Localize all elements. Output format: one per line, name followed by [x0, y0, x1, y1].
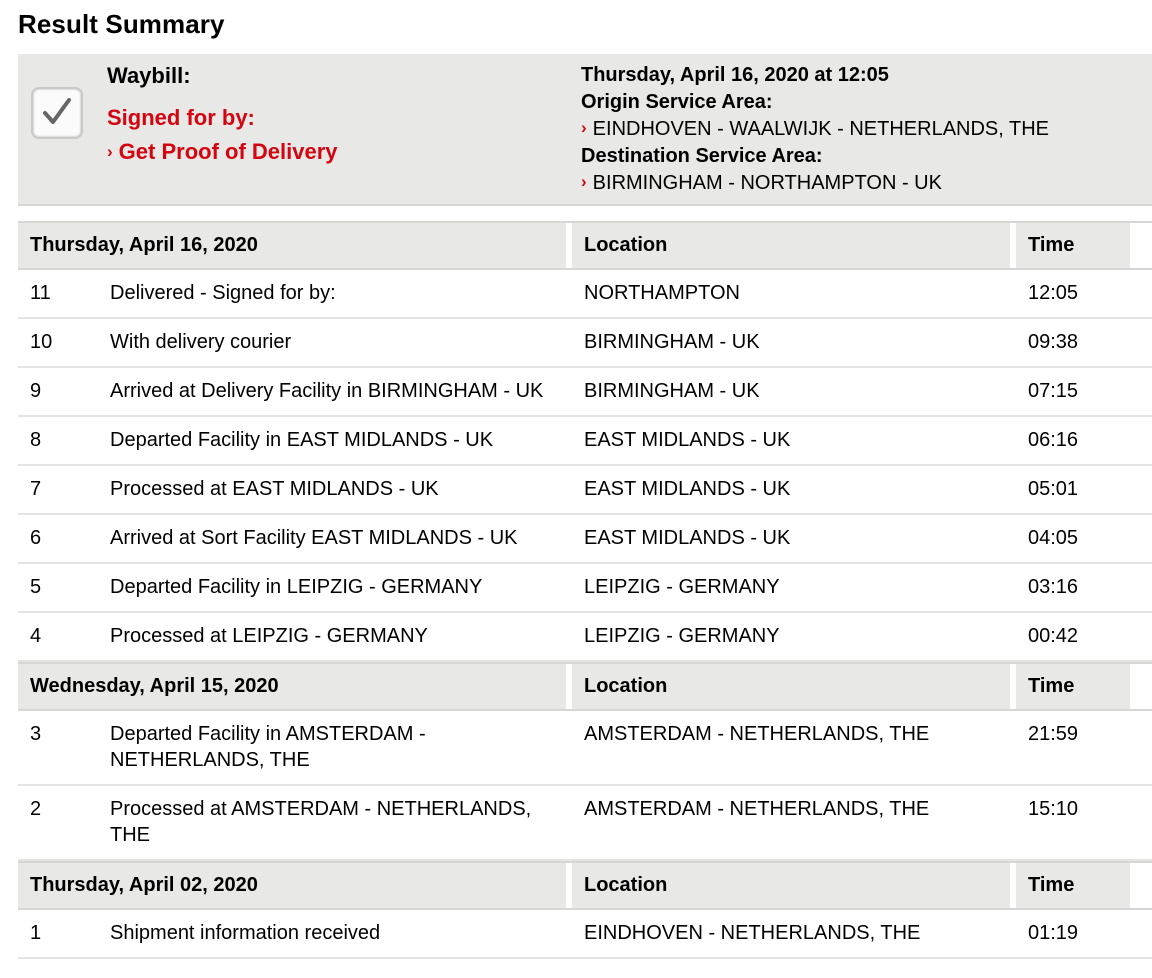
table-row	[18, 270, 1152, 319]
time-header: Time	[1016, 861, 1130, 910]
tracking-events-table	[18, 221, 1152, 959]
column-gap	[1130, 910, 1152, 959]
event-description: Departed Facility in AMSTERDAM - NETHERLANDS, THE	[98, 711, 566, 786]
event-time: 15:10	[1016, 786, 1130, 861]
destination-label: Destination Service Area:	[581, 145, 823, 167]
event-number: 8	[18, 417, 98, 466]
column-gap	[1130, 466, 1152, 515]
event-number: 11	[18, 270, 98, 319]
event-number: 3	[18, 711, 98, 786]
column-gap	[1130, 564, 1152, 613]
event-description: With delivery courier	[98, 319, 566, 368]
location-header: Location	[572, 861, 1010, 910]
event-number: 10	[18, 319, 98, 368]
column-gap	[1130, 662, 1152, 711]
table-row	[18, 319, 1152, 368]
origin-value-row	[581, 116, 1049, 143]
column-gap	[1130, 613, 1152, 662]
date-header-row	[18, 861, 1152, 910]
chevron-right-icon: ›	[581, 172, 587, 191]
shipment-details	[581, 62, 1049, 197]
date-header: Thursday, April 16, 2020	[18, 221, 566, 270]
event-time: 03:16	[1016, 564, 1130, 613]
event-number: 6	[18, 515, 98, 564]
event-time: 21:59	[1016, 711, 1130, 786]
event-number: 1	[18, 910, 98, 959]
get-proof-of-delivery-link[interactable]	[107, 139, 338, 165]
waybill-label: Waybill:	[107, 63, 191, 88]
event-description: Shipment information received	[98, 910, 566, 959]
event-description: Arrived at Delivery Facility in BIRMINGHAM - UK	[98, 368, 566, 417]
event-location: AMSTERDAM - NETHERLANDS, THE	[572, 711, 1010, 786]
origin-label: Origin Service Area:	[581, 91, 773, 113]
event-time: 12:05	[1016, 270, 1130, 319]
column-gap	[1130, 786, 1152, 861]
event-description: Delivered - Signed for by:	[98, 270, 566, 319]
event-time: 00:42	[1016, 613, 1130, 662]
date-header-row	[18, 221, 1152, 270]
event-number: 5	[18, 564, 98, 613]
event-location: BIRMINGHAM - UK	[572, 319, 1010, 368]
table-row	[18, 786, 1152, 861]
time-header: Time	[1016, 662, 1130, 711]
checkmark-icon	[31, 87, 83, 139]
event-location: EAST MIDLANDS - UK	[572, 515, 1010, 564]
event-description: Departed Facility in EAST MIDLANDS - UK	[98, 417, 566, 466]
column-gap	[1130, 515, 1152, 564]
pod-link-label: Get Proof of Delivery	[118, 139, 338, 164]
column-gap	[1130, 417, 1152, 466]
column-gap	[1130, 270, 1152, 319]
event-location: EINDHOVEN - NETHERLANDS, THE	[572, 910, 1010, 959]
event-location: LEIPZIG - GERMANY	[572, 613, 1010, 662]
table-row	[18, 515, 1152, 564]
event-description: Departed Facility in LEIPZIG - GERMANY	[98, 564, 566, 613]
chevron-right-icon: ›	[581, 118, 587, 137]
event-location: NORTHAMPTON	[572, 270, 1010, 319]
event-number: 2	[18, 786, 98, 861]
date-header-row	[18, 662, 1152, 711]
destination-value: BIRMINGHAM - NORTHAMPTON - UK	[592, 172, 942, 194]
table-row	[18, 711, 1152, 786]
column-gap	[1130, 319, 1152, 368]
table-row	[18, 417, 1152, 466]
destination-value-row	[581, 170, 1049, 197]
column-gap	[1130, 221, 1152, 270]
column-gap	[1130, 368, 1152, 417]
table-row	[18, 368, 1152, 417]
event-location: LEIPZIG - GERMANY	[572, 564, 1010, 613]
event-description: Processed at AMSTERDAM - NETHERLANDS, THE	[98, 786, 566, 861]
chevron-right-icon: ›	[107, 142, 113, 161]
time-header: Time	[1016, 221, 1130, 270]
event-time: 05:01	[1016, 466, 1130, 515]
event-description: Arrived at Sort Facility EAST MIDLANDS - UK	[98, 515, 566, 564]
table-row	[18, 910, 1152, 959]
column-gap	[1130, 711, 1152, 786]
event-location: BIRMINGHAM - UK	[572, 368, 1010, 417]
table-row	[18, 564, 1152, 613]
event-time: 07:15	[1016, 368, 1130, 417]
date-header: Wednesday, April 15, 2020	[18, 662, 566, 711]
location-header: Location	[572, 221, 1010, 270]
origin-value: EINDHOVEN - WAALWIJK - NETHERLANDS, THE	[592, 118, 1050, 140]
event-description: Processed at LEIPZIG - GERMANY	[98, 613, 566, 662]
location-header: Location	[572, 662, 1010, 711]
event-description: Processed at EAST MIDLANDS - UK	[98, 466, 566, 515]
event-number: 9	[18, 368, 98, 417]
delivery-datetime: Thursday, April 16, 2020 at 12:05	[581, 64, 889, 86]
event-number: 7	[18, 466, 98, 515]
event-location: AMSTERDAM - NETHERLANDS, THE	[572, 786, 1010, 861]
column-gap	[1130, 861, 1152, 910]
event-location: EAST MIDLANDS - UK	[572, 466, 1010, 515]
result-summary-panel	[18, 54, 1152, 206]
event-location: EAST MIDLANDS - UK	[572, 417, 1010, 466]
signed-for-label: Signed for by:	[107, 105, 255, 130]
event-number: 4	[18, 613, 98, 662]
date-header: Thursday, April 02, 2020	[18, 861, 566, 910]
table-row	[18, 613, 1152, 662]
event-time: 06:16	[1016, 417, 1130, 466]
event-time: 01:19	[1016, 910, 1130, 959]
event-time: 04:05	[1016, 515, 1130, 564]
page-title: Result Summary	[18, 9, 225, 39]
event-time: 09:38	[1016, 319, 1130, 368]
table-row	[18, 466, 1152, 515]
